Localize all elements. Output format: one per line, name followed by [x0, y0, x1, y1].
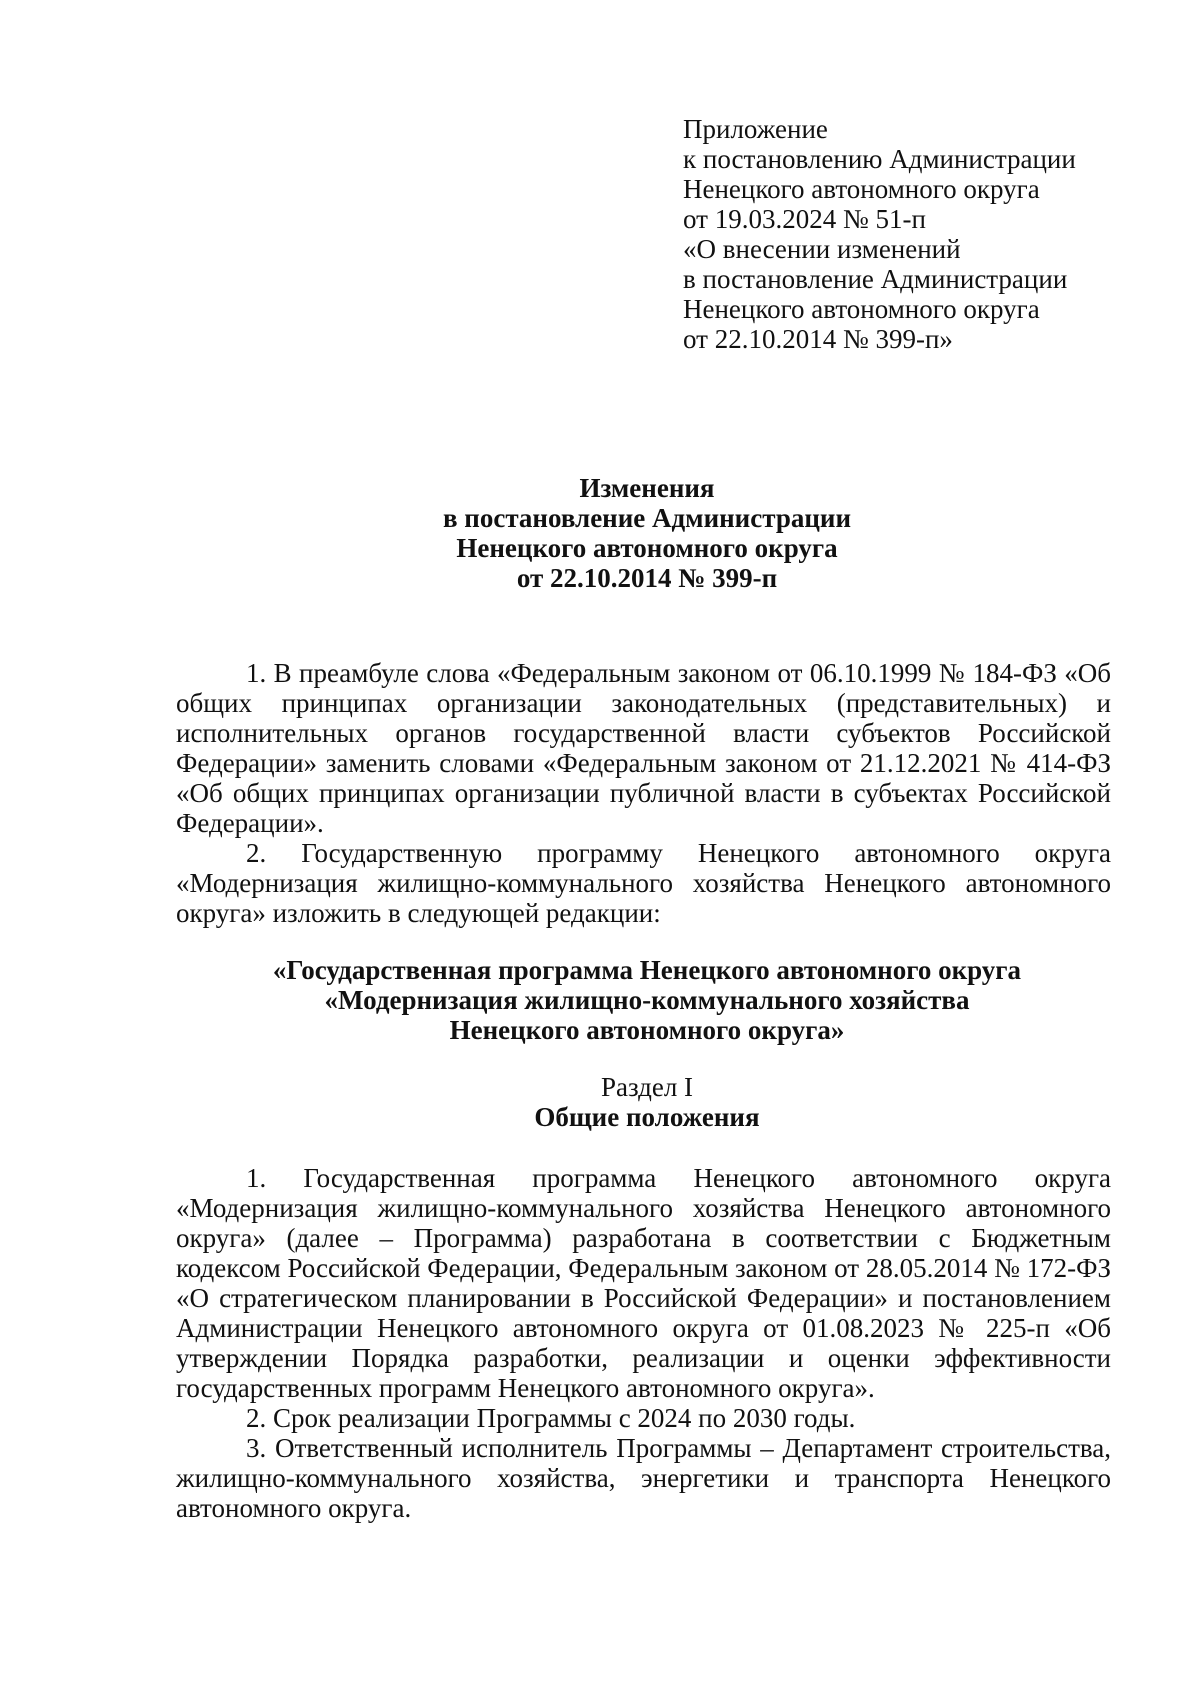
program-title — [160, 955, 1134, 1045]
program-title-line: «Государственная программа Ненецкого автономного округа — [272, 955, 1022, 985]
title-line: Ненецкого автономного округа — [456, 533, 838, 563]
appendix-line: от 19.03.2024 № 51-п — [683, 204, 926, 234]
provision-paragraph-1: 1. Государственная программа Ненецкого автономного округа «Модернизация жилищно-коммунального хозяйства Ненецкого автономного округа» (далее – Программа) разработана в соответствии с Бюджетным кодексом Российской Федерации, Федеральным законом от 28.05.2014 № 172-ФЗ «О стратегическом планировании в Российской Федерации» и постановлением Администрации Ненецкого автономного округа от 01.08.2023 № 225-п «Об утверждении Порядка разработки, реализации и оценки эффективности государственных программ Ненецкого автономного округа». — [176, 1163, 1111, 1403]
section-heading — [160, 1072, 1134, 1132]
title-line: в постановление Администрации — [442, 503, 852, 533]
appendix-header — [683, 114, 1143, 354]
section-number: Раздел I — [600, 1072, 694, 1102]
document-title — [160, 473, 1134, 593]
program-title-line: «Модернизация жилищно-коммунального хозяйства — [324, 985, 970, 1015]
appendix-line: Приложение — [683, 114, 828, 144]
appendix-line: в постановление Администрации — [683, 264, 1068, 294]
title-line: Изменения — [579, 473, 715, 503]
title-line: от 22.10.2014 № 399-п — [516, 563, 778, 593]
change-paragraph-2: 2. Государственную программу Ненецкого автономного округа «Модернизация жилищно-коммунального хозяйства Ненецкого автономного округа» изложить в следующей редакции: — [176, 838, 1111, 928]
appendix-line: «О внесении изменений — [683, 234, 961, 264]
provision-paragraph-2: 2. Срок реализации Программы с 2024 по 2030 годы. — [246, 1403, 856, 1433]
appendix-line: к постановлению Администрации — [683, 144, 1076, 174]
appendix-line: Ненецкого автономного округа — [683, 174, 1040, 204]
appendix-line: Ненецкого автономного округа — [683, 294, 1040, 324]
program-title-line: Ненецкого автономного округа» — [449, 1015, 845, 1045]
appendix-line: от 22.10.2014 № 399-п» — [683, 324, 953, 354]
change-paragraph-1: 1. В преамбуле слова «Федеральным законом от 06.10.1999 № 184-ФЗ «Об общих принципах организации законодательных (представительных) и исполнительных органов государственной власти субъектов Российской Федерации» заменить словами «Федеральным законом от 21.12.2021 № 414-ФЗ «Об общих принципах организации публичной власти в субъектах Российской Федерации». — [176, 658, 1111, 838]
section-title: Общие положения — [534, 1102, 760, 1132]
provision-paragraph-3: 3. Ответственный исполнитель Программы – Департамент строительства, жилищно-коммунального хозяйства, энергетики и транспорта Ненецкого автономного округа. — [176, 1433, 1111, 1523]
